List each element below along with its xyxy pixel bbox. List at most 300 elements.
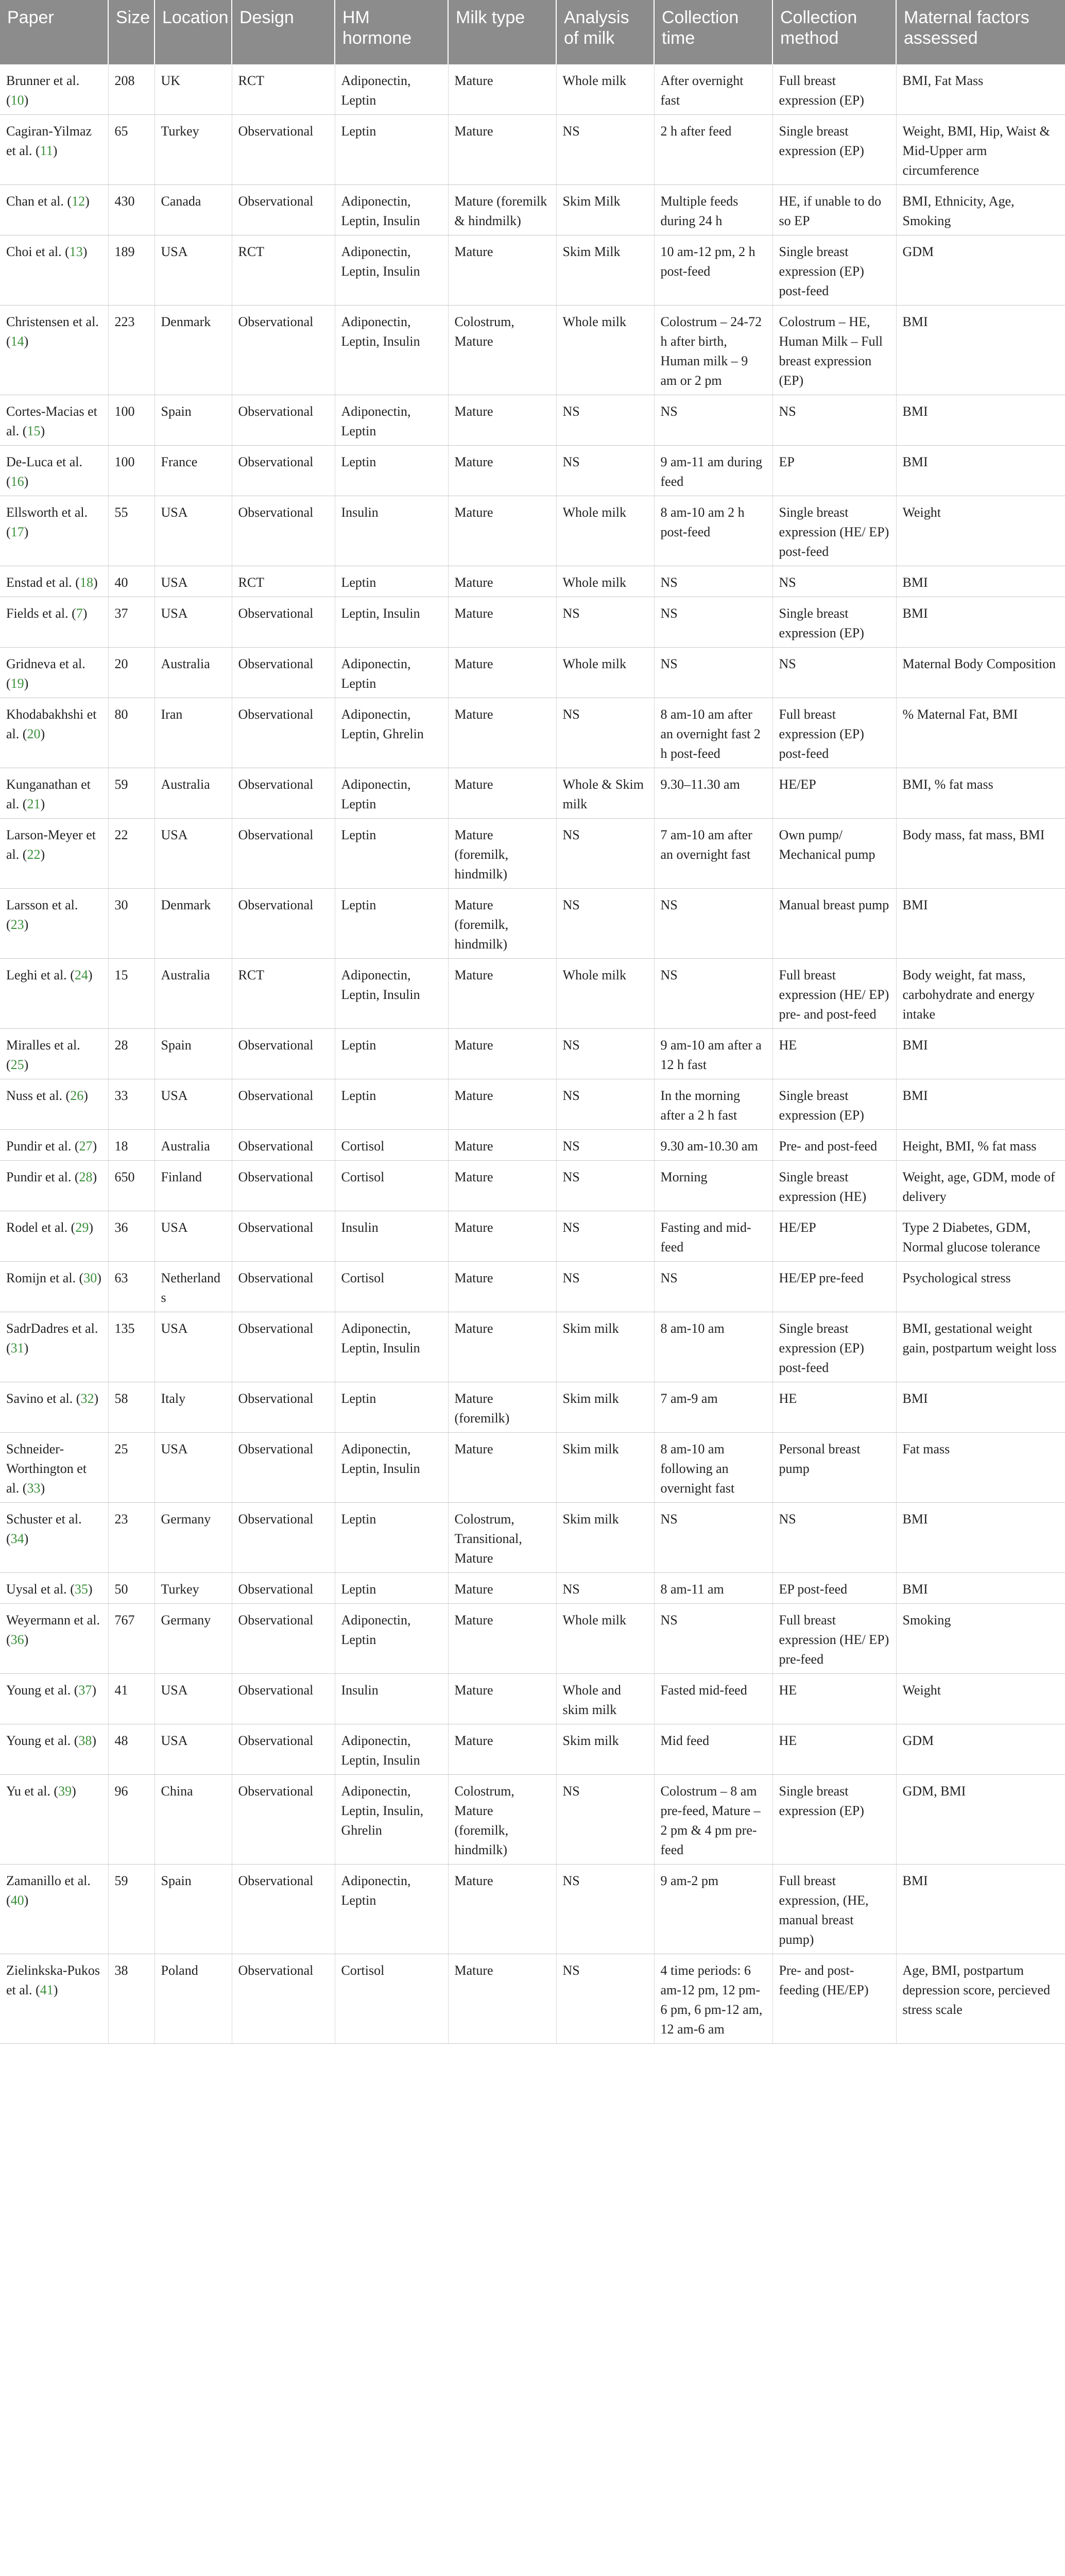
size-cell: 36 <box>108 1211 154 1262</box>
paper-name: Nuss et al. <box>6 1088 63 1103</box>
collection-time-cell: Mid feed <box>654 1724 772 1775</box>
design-cell: Observational <box>232 1262 335 1312</box>
reference-link[interactable]: 13 <box>69 244 83 259</box>
milk-type-cell: Mature (foremilk) <box>448 1382 556 1433</box>
analysis-cell: NS <box>556 819 654 889</box>
milk-type-cell: Mature <box>448 446 556 496</box>
location-cell: Italy <box>154 1382 232 1433</box>
paper-name: Fields et al. <box>6 606 68 621</box>
paper-name: Rodel et al. <box>6 1220 68 1235</box>
table-row <box>0 768 1065 819</box>
reference-link[interactable]: 39 <box>58 1784 72 1799</box>
table-row <box>0 566 1065 597</box>
design-cell: Observational <box>232 1211 335 1262</box>
reference-link[interactable]: 14 <box>10 334 24 349</box>
milk-type-cell: Mature <box>448 597 556 648</box>
maternal-factors-cell: Smoking <box>896 1604 1065 1674</box>
collection-method-cell: Full breast expression (EP) <box>772 64 896 115</box>
table-row <box>0 1954 1065 2044</box>
hormone-cell: Leptin <box>335 566 448 597</box>
location-cell: Spain <box>154 1029 232 1079</box>
collection-method-cell: Single breast expression (EP) <box>772 597 896 648</box>
reference-link[interactable]: 19 <box>10 676 24 691</box>
analysis-cell: Skim Milk <box>556 235 654 306</box>
hormone-cell: Leptin <box>335 1503 448 1573</box>
header-collection-time: Collection time <box>654 0 772 64</box>
hormone-cell: Leptin <box>335 819 448 889</box>
paper-name: Enstad et al. <box>6 575 72 590</box>
hormone-cell: Leptin <box>335 889 448 959</box>
design-cell: Observational <box>232 496 335 566</box>
reference-link[interactable]: 33 <box>27 1481 41 1496</box>
paper-cell: De-Luca et al. (16) <box>0 446 108 496</box>
collection-time-cell: 10 am-12 pm, 2 h post-feed <box>654 235 772 306</box>
location-cell: UK <box>154 64 232 115</box>
paper-cell: Pundir et al. (28) <box>0 1161 108 1211</box>
milk-type-cell: Mature <box>448 1433 556 1503</box>
design-cell: Observational <box>232 1382 335 1433</box>
milk-type-cell: Mature <box>448 1865 556 1954</box>
table-row <box>0 959 1065 1029</box>
reference-link[interactable]: 40 <box>10 1893 24 1908</box>
collection-time-cell: NS <box>654 597 772 648</box>
collection-time-cell: NS <box>654 648 772 698</box>
paper-name: Young et al. <box>6 1733 71 1748</box>
reference-link[interactable]: 10 <box>10 93 24 108</box>
hormone-cell: Insulin <box>335 1674 448 1724</box>
size-cell: 59 <box>108 768 154 819</box>
reference-link[interactable]: 20 <box>27 726 41 741</box>
analysis-cell: Skim milk <box>556 1382 654 1433</box>
collection-method-cell: HE/EP <box>772 768 896 819</box>
design-cell: Observational <box>232 1029 335 1079</box>
analysis-cell: Whole milk <box>556 648 654 698</box>
reference-link[interactable]: 28 <box>79 1170 93 1184</box>
collection-method-cell: Full breast expression (HE/ EP) pre-feed <box>772 1604 896 1674</box>
table-row <box>0 1865 1065 1954</box>
location-cell: Netherlands <box>154 1262 232 1312</box>
reference-link[interactable]: 17 <box>10 524 24 539</box>
maternal-factors-cell: Body weight, fat mass, carbohydrate and energy intake <box>896 959 1065 1029</box>
hormone-cell: Adiponectin, Leptin <box>335 648 448 698</box>
reference-link[interactable]: 12 <box>72 194 85 209</box>
header-design: Design <box>232 0 335 64</box>
paper-name: Pundir et al. <box>6 1170 72 1184</box>
maternal-factors-cell: GDM <box>896 1724 1065 1775</box>
design-cell: Observational <box>232 446 335 496</box>
hormone-cell: Adiponectin, Leptin, Insulin, Ghrelin <box>335 1775 448 1865</box>
location-cell: Australia <box>154 768 232 819</box>
paper-cell: Weyermann et al. (36) <box>0 1604 108 1674</box>
maternal-factors-cell: BMI, Ethnicity, Age, Smoking <box>896 185 1065 235</box>
collection-method-cell: Full breast expression (HE/ EP) pre- and post-feed <box>772 959 896 1029</box>
collection-method-cell: Personal breast pump <box>772 1433 896 1503</box>
header-location: Location <box>154 0 232 64</box>
paper-cell: Nuss et al. (26) <box>0 1079 108 1130</box>
maternal-factors-cell: GDM <box>896 235 1065 306</box>
milk-type-cell: Colostrum, Transitional, Mature <box>448 1503 556 1573</box>
table-body <box>0 64 1065 2044</box>
hormone-cell: Cortisol <box>335 1161 448 1211</box>
hormone-cell: Adiponectin, Leptin, Insulin <box>335 959 448 1029</box>
hormone-cell: Insulin <box>335 1211 448 1262</box>
paper-cell: SadrDadres et al. (31) <box>0 1312 108 1382</box>
analysis-cell: Skim Milk <box>556 185 654 235</box>
size-cell: 40 <box>108 566 154 597</box>
design-cell: Observational <box>232 698 335 768</box>
maternal-factors-cell: BMI, Fat Mass <box>896 64 1065 115</box>
analysis-cell: Whole milk <box>556 64 654 115</box>
size-cell: 96 <box>108 1775 154 1865</box>
collection-time-cell: 8 am-10 am after an overnight fast 2 h post-feed <box>654 698 772 768</box>
maternal-factors-cell: Body mass, fat mass, BMI <box>896 819 1065 889</box>
milk-type-cell: Mature <box>448 1262 556 1312</box>
reference-link[interactable]: 30 <box>83 1270 97 1285</box>
paper-cell: Uysal et al. (35) <box>0 1573 108 1604</box>
collection-method-cell: Full breast expression, (HE, manual breast pump) <box>772 1865 896 1954</box>
location-cell: Turkey <box>154 1573 232 1604</box>
maternal-factors-cell: GDM, BMI <box>896 1775 1065 1865</box>
size-cell: 28 <box>108 1029 154 1079</box>
collection-method-cell: Single breast expression (EP) post-feed <box>772 1312 896 1382</box>
paper-cell: Enstad et al. (18) <box>0 566 108 597</box>
paper-cell: Chan et al. (12) <box>0 185 108 235</box>
collection-method-cell: Own pump/ Mechanical pump <box>772 819 896 889</box>
reference-link[interactable]: 23 <box>10 917 24 932</box>
milk-type-cell: Mature <box>448 698 556 768</box>
maternal-factors-cell: Height, BMI, % fat mass <box>896 1130 1065 1161</box>
maternal-factors-cell: Age, BMI, postpartum depression score, percieved stress scale <box>896 1954 1065 2044</box>
paper-cell: Schuster et al. (34) <box>0 1503 108 1573</box>
paper-cell: Cortes-Macias et al. (15) <box>0 395 108 446</box>
location-cell: USA <box>154 1211 232 1262</box>
location-cell: Denmark <box>154 889 232 959</box>
hormone-cell: Leptin <box>335 115 448 185</box>
design-cell: RCT <box>232 959 335 1029</box>
collection-method-cell: Single breast expression (EP) <box>772 1775 896 1865</box>
collection-time-cell: 8 am-11 am <box>654 1573 772 1604</box>
collection-method-cell: HE <box>772 1724 896 1775</box>
table-row <box>0 1724 1065 1775</box>
maternal-factors-cell: BMI <box>896 1503 1065 1573</box>
collection-method-cell: Pre- and post-feeding (HE/EP) <box>772 1954 896 2044</box>
design-cell: Observational <box>232 768 335 819</box>
header-paper: Paper <box>0 0 108 64</box>
maternal-factors-cell: BMI <box>896 597 1065 648</box>
location-cell: Australia <box>154 648 232 698</box>
paper-cell: Christensen et al. (14) <box>0 306 108 395</box>
analysis-cell: NS <box>556 1161 654 1211</box>
size-cell: 30 <box>108 889 154 959</box>
maternal-factors-cell: BMI <box>896 1865 1065 1954</box>
maternal-factors-cell: BMI <box>896 1573 1065 1604</box>
paper-cell: Brunner et al. (10) <box>0 64 108 115</box>
paper-cell: Gridneva et al. (19) <box>0 648 108 698</box>
reference-link[interactable]: 7 <box>76 606 83 621</box>
size-cell: 59 <box>108 1865 154 1954</box>
collection-method-cell: Full breast expression (EP) post-feed <box>772 698 896 768</box>
milk-type-cell: Mature (foremilk, hindmilk) <box>448 889 556 959</box>
analysis-cell: Whole milk <box>556 1604 654 1674</box>
design-cell: Observational <box>232 1503 335 1573</box>
analysis-cell: NS <box>556 1954 654 2044</box>
location-cell: Australia <box>154 1130 232 1161</box>
design-cell: Observational <box>232 306 335 395</box>
table-row <box>0 698 1065 768</box>
paper-cell: Savino et al. (32) <box>0 1382 108 1433</box>
collection-method-cell: HE <box>772 1029 896 1079</box>
size-cell: 650 <box>108 1161 154 1211</box>
size-cell: 20 <box>108 648 154 698</box>
collection-time-cell: NS <box>654 395 772 446</box>
maternal-factors-cell: Maternal Body Composition <box>896 648 1065 698</box>
reference-link[interactable]: 25 <box>10 1057 24 1072</box>
design-cell: Observational <box>232 1674 335 1724</box>
collection-time-cell: NS <box>654 1262 772 1312</box>
analysis-cell: Whole milk <box>556 306 654 395</box>
reference-link[interactable]: 36 <box>10 1632 24 1647</box>
reference-link[interactable]: 35 <box>74 1582 88 1597</box>
location-cell: USA <box>154 1312 232 1382</box>
collection-method-cell: HE <box>772 1382 896 1433</box>
milk-type-cell: Colostrum, Mature <box>448 306 556 395</box>
hormone-cell: Leptin <box>335 1029 448 1079</box>
collection-time-cell: 9 am-10 am after a 12 h fast <box>654 1029 772 1079</box>
table-row <box>0 1029 1065 1079</box>
size-cell: 63 <box>108 1262 154 1312</box>
paper-cell: Ellsworth et al. (17) <box>0 496 108 566</box>
size-cell: 37 <box>108 597 154 648</box>
analysis-cell: Skim milk <box>556 1503 654 1573</box>
reference-link[interactable]: 11 <box>40 143 53 158</box>
paper-cell: Fields et al. (7) <box>0 597 108 648</box>
analysis-cell: NS <box>556 1130 654 1161</box>
header-size: Size <box>108 0 154 64</box>
size-cell: 135 <box>108 1312 154 1382</box>
reference-link[interactable]: 38 <box>78 1733 92 1748</box>
table-row <box>0 648 1065 698</box>
collection-time-cell: 9.30–11.30 am <box>654 768 772 819</box>
location-cell: Australia <box>154 959 232 1029</box>
location-cell: Germany <box>154 1604 232 1674</box>
table-row <box>0 1503 1065 1573</box>
size-cell: 33 <box>108 1079 154 1130</box>
maternal-factors-cell: BMI <box>896 1382 1065 1433</box>
paper-name: Schneider-Worthington et al. <box>6 1442 87 1496</box>
hormone-cell: Adiponectin, Leptin <box>335 64 448 115</box>
collection-method-cell: NS <box>772 1503 896 1573</box>
table-row <box>0 1382 1065 1433</box>
maternal-factors-cell: BMI <box>896 395 1065 446</box>
collection-time-cell: NS <box>654 889 772 959</box>
table-row <box>0 1775 1065 1865</box>
analysis-cell: NS <box>556 1775 654 1865</box>
reference-link[interactable]: 27 <box>79 1139 93 1154</box>
hormone-cell: Leptin <box>335 1079 448 1130</box>
collection-time-cell: 4 time periods: 6 am-12 pm, 12 pm-6 pm, 6 pm-12 am, 12 am-6 am <box>654 1954 772 2044</box>
paper-name: Choi et al. <box>6 244 62 259</box>
header-analysis-of-milk: Analysis of milk <box>556 0 654 64</box>
paper-name: SadrDadres et al. <box>6 1321 98 1336</box>
reference-link[interactable]: 21 <box>27 796 41 811</box>
paper-cell: Schneider-Worthington et al. (33) <box>0 1433 108 1503</box>
size-cell: 100 <box>108 395 154 446</box>
milk-type-cell: Mature <box>448 1312 556 1382</box>
reference-link[interactable]: 29 <box>75 1220 89 1235</box>
collection-method-cell: Single breast expression (HE/ EP) post-feed <box>772 496 896 566</box>
reference-link[interactable]: 16 <box>10 474 24 489</box>
hormone-cell: Adiponectin, Leptin, Insulin <box>335 1433 448 1503</box>
table-row <box>0 1573 1065 1604</box>
paper-cell: Cagiran-Yilmaz et al. (11) <box>0 115 108 185</box>
analysis-cell: NS <box>556 1262 654 1312</box>
maternal-factors-cell: Weight <box>896 496 1065 566</box>
design-cell: RCT <box>232 235 335 306</box>
location-cell: Finland <box>154 1161 232 1211</box>
reference-link[interactable]: 34 <box>10 1531 24 1546</box>
analysis-cell: NS <box>556 698 654 768</box>
reference-link[interactable]: 37 <box>78 1683 92 1698</box>
collection-method-cell: NS <box>772 566 896 597</box>
reference-link[interactable]: 22 <box>27 847 41 862</box>
analysis-cell: NS <box>556 1573 654 1604</box>
paper-name: Miralles et al. <box>6 1038 80 1053</box>
size-cell: 22 <box>108 819 154 889</box>
reference-link[interactable]: 15 <box>27 423 41 438</box>
analysis-cell: NS <box>556 115 654 185</box>
reference-link[interactable]: 26 <box>70 1088 84 1103</box>
location-cell: Poland <box>154 1954 232 2044</box>
paper-name: Schuster et al. <box>6 1512 82 1527</box>
size-cell: 430 <box>108 185 154 235</box>
design-cell: Observational <box>232 1130 335 1161</box>
reference-link[interactable]: 32 <box>80 1391 94 1406</box>
location-cell: Germany <box>154 1503 232 1573</box>
reference-link[interactable]: 24 <box>74 968 88 982</box>
analysis-cell: Whole milk <box>556 496 654 566</box>
table-row <box>0 1674 1065 1724</box>
collection-time-cell: 9 am-11 am during feed <box>654 446 772 496</box>
paper-cell: Pundir et al. (27) <box>0 1130 108 1161</box>
paper-cell: Young et al. (37) <box>0 1674 108 1724</box>
location-cell: Iran <box>154 698 232 768</box>
size-cell: 58 <box>108 1382 154 1433</box>
collection-method-cell: Single breast expression (HE) <box>772 1161 896 1211</box>
analysis-cell: Whole milk <box>556 566 654 597</box>
hormone-cell: Leptin, Insulin <box>335 597 448 648</box>
paper-cell: Miralles et al. (25) <box>0 1029 108 1079</box>
hormone-cell: Adiponectin, Leptin <box>335 1604 448 1674</box>
milk-type-cell: Mature <box>448 395 556 446</box>
paper-name: Cagiran-Yilmaz et al. <box>6 124 92 158</box>
paper-name: Pundir et al. <box>6 1139 72 1154</box>
table-row <box>0 1161 1065 1211</box>
milk-type-cell: Mature <box>448 1674 556 1724</box>
paper-cell: Rodel et al. (29) <box>0 1211 108 1262</box>
paper-name: Ellsworth et al. <box>6 505 88 520</box>
location-cell: USA <box>154 1674 232 1724</box>
reference-link[interactable]: 18 <box>79 575 93 590</box>
analysis-cell: NS <box>556 1029 654 1079</box>
paper-cell: Zielinkska-Pukos et al. (41) <box>0 1954 108 2044</box>
collection-time-cell: 2 h after feed <box>654 115 772 185</box>
milk-type-cell: Mature (foremilk & hindmilk) <box>448 185 556 235</box>
table-row <box>0 1079 1065 1130</box>
maternal-factors-cell: % Maternal Fat, BMI <box>896 698 1065 768</box>
reference-link[interactable]: 41 <box>40 1982 54 1997</box>
collection-time-cell: Morning <box>654 1161 772 1211</box>
paper-cell: Kunganathan et al. (21) <box>0 768 108 819</box>
milk-type-cell: Mature <box>448 1029 556 1079</box>
design-cell: Observational <box>232 1079 335 1130</box>
location-cell: France <box>154 446 232 496</box>
header-row <box>0 0 1065 64</box>
hormone-cell: Cortisol <box>335 1130 448 1161</box>
paper-name: De-Luca et al. <box>6 454 82 469</box>
location-cell: Canada <box>154 185 232 235</box>
paper-cell: Leghi et al. (24) <box>0 959 108 1029</box>
size-cell: 15 <box>108 959 154 1029</box>
size-cell: 189 <box>108 235 154 306</box>
size-cell: 41 <box>108 1674 154 1724</box>
design-cell: Observational <box>232 1604 335 1674</box>
reference-link[interactable]: 31 <box>10 1341 24 1355</box>
table-row <box>0 889 1065 959</box>
collection-time-cell: 8 am-10 am 2 h post-feed <box>654 496 772 566</box>
paper-name: Larson-Meyer et al. <box>6 827 96 862</box>
collection-method-cell: Single breast expression (EP) <box>772 115 896 185</box>
size-cell: 767 <box>108 1604 154 1674</box>
milk-type-cell: Mature <box>448 768 556 819</box>
design-cell: Observational <box>232 1573 335 1604</box>
hormone-cell: Cortisol <box>335 1954 448 2044</box>
location-cell: Spain <box>154 1865 232 1954</box>
maternal-factors-cell: Weight <box>896 1674 1065 1724</box>
location-cell: USA <box>154 235 232 306</box>
table-row <box>0 235 1065 306</box>
size-cell: 50 <box>108 1573 154 1604</box>
paper-cell: Zamanillo et al. (40) <box>0 1865 108 1954</box>
design-cell: Observational <box>232 1433 335 1503</box>
analysis-cell: NS <box>556 395 654 446</box>
hormone-cell: Adiponectin, Leptin, Insulin <box>335 185 448 235</box>
paper-cell: Yu et al. (39) <box>0 1775 108 1865</box>
table-row <box>0 395 1065 446</box>
hormone-cell: Adiponectin, Leptin <box>335 395 448 446</box>
table-row <box>0 819 1065 889</box>
paper-name: Uysal et al. <box>6 1582 67 1597</box>
collection-method-cell: Single breast expression (EP) post-feed <box>772 235 896 306</box>
design-cell: Observational <box>232 115 335 185</box>
table-row <box>0 64 1065 115</box>
location-cell: USA <box>154 1433 232 1503</box>
maternal-factors-cell: BMI <box>896 889 1065 959</box>
collection-time-cell: 7 am-9 am <box>654 1382 772 1433</box>
paper-cell: Young et al. (38) <box>0 1724 108 1775</box>
paper-cell: Choi et al. (13) <box>0 235 108 306</box>
collection-method-cell: Colostrum – HE, Human Milk – Full breast expression (EP) <box>772 306 896 395</box>
paper-cell: Khodabakhshi et al. (20) <box>0 698 108 768</box>
milk-type-cell: Mature <box>448 959 556 1029</box>
maternal-factors-cell: Type 2 Diabetes, GDM, Normal glucose tolerance <box>896 1211 1065 1262</box>
collection-method-cell: HE, if unable to do so EP <box>772 185 896 235</box>
hormone-cell: Adiponectin, Leptin, Insulin <box>335 1724 448 1775</box>
collection-time-cell: 7 am-10 am after an overnight fast <box>654 819 772 889</box>
table-row <box>0 1211 1065 1262</box>
collection-method-cell: EP <box>772 446 896 496</box>
collection-time-cell: 8 am-10 am <box>654 1312 772 1382</box>
milk-type-cell: Mature <box>448 1079 556 1130</box>
